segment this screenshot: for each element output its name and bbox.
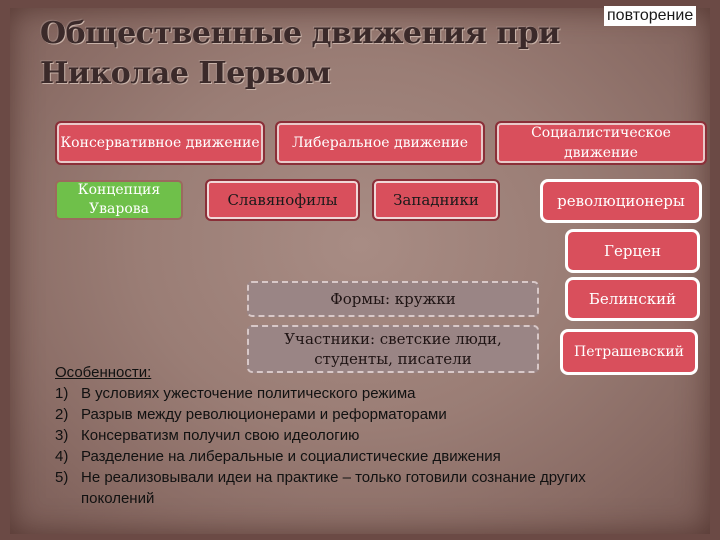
features-heading: Особенности: [55,364,152,381]
feature-text: Разделение на либеральные и социалистические движения [81,448,501,465]
westerners-box: Западники [372,179,500,221]
participants-box: Участники: светские люди, студенты, писатели [247,325,539,373]
feature-text: Консерватизм получил свою идеологию [81,427,360,444]
features-block [55,362,655,509]
socialist-movement-box: Социалистическое движение [495,121,707,165]
feature-text: В условиях ужесточение политического режима [81,385,416,402]
feature-num: 4) [55,448,69,465]
feature-text: Разрыв между революционерами и реформаторами [81,406,447,423]
petrashevsky-box: Петрашевский [560,329,698,375]
revolutionaries-box: революционеры [540,179,702,223]
slavophiles-box: Славянофилы [205,179,360,221]
feature-item [55,383,655,404]
feature-num: 3) [55,427,69,444]
forms-box: Формы: кружки [247,281,539,317]
conservative-movement-box: Консервативное движение [55,121,265,165]
feature-num: 5) [55,469,69,486]
repetition-tag: повторение [604,6,696,26]
features-list [55,383,655,509]
feature-item [55,467,655,509]
slide-title: Общественные движения при Николае Первом [40,16,560,91]
feature-num: 2) [55,406,69,423]
feature-item [55,446,655,467]
belinsky-box: Белинский [565,277,700,321]
uvarov-concept-box: Концепция Уварова [55,180,183,220]
feature-item [55,404,655,425]
herzen-box: Герцен [565,229,700,273]
feature-text: Не реализовывали идеи на практике – только готовили сознание других поколений [81,469,586,507]
feature-num: 1) [55,385,69,402]
feature-item [55,425,655,446]
liberal-movement-box: Либеральное движение [275,121,485,165]
